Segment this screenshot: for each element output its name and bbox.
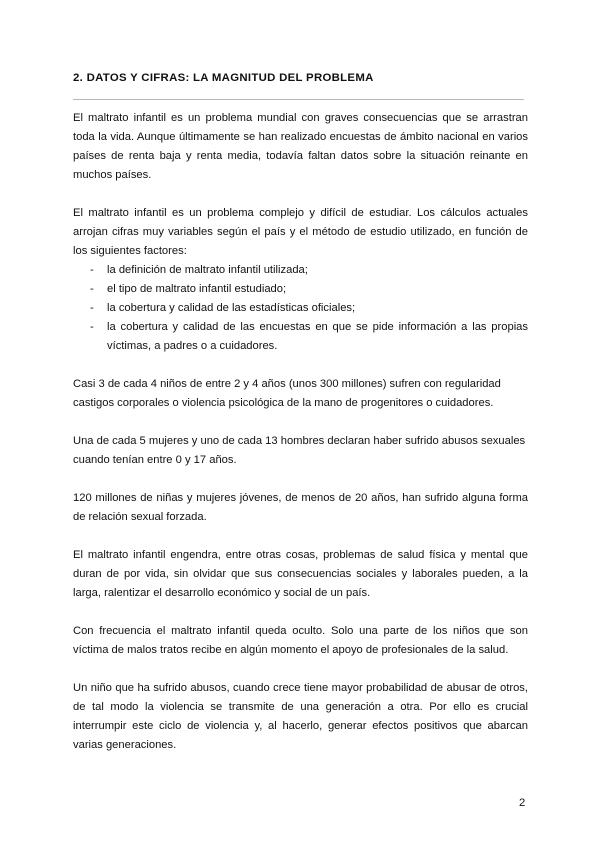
paragraph-sexual-abuse: Una de cada 5 mujeres y uno de cada 13 hombres declaran haber sufrido abusos sexuales cuando tenían entre 0 y 17 años. [73, 435, 526, 466]
section-body [73, 109, 528, 774]
paragraph-intro: El maltrato infantil es un problema mundial con graves consecuencias que se arrastran toda la vida. Aunque últimamente se han realizado encuestas de ámbito nacional en varios países de renta baja y renta media, todavía faltan datos sobre la situación reinante en muchos países. [73, 112, 528, 181]
page-number: 2 [519, 797, 526, 809]
paragraph-forced-sex: 120 millones de niñas y mujeres jóvenes, de menos de 20 años, han sufrido alguna forma de relación sexual forzada. [73, 492, 528, 523]
list-bullet: - [90, 264, 94, 276]
factors-list [73, 261, 528, 356]
list-item: - la cobertura y calidad de las encuestas en que se pide información a las propias víctimas, a padres o a cuidadores. [73, 318, 528, 356]
paragraph-cycle-of-violence: Un niño que ha sufrido abusos, cuando crece tiene mayor probabilidad de abusar de otros, de tal modo la violencia se transmite de una generación a otra. Por ello es crucial interrumpir este ciclo de violencia y, al hacerlo, generar efectos positivos que abarcan varias generaciones. [73, 682, 528, 751]
paragraph-hidden-abuse: Con frecuencia el maltrato infantil queda oculto. Solo una parte de los niños que son víctima de malos tratos recibe en algún momento el apoyo de profesionales de la salud. [73, 625, 528, 656]
list-item: - la cobertura y calidad de las estadísticas oficiales; [73, 299, 528, 318]
list-bullet: - [90, 321, 94, 333]
paragraph-complexity: El maltrato infantil es un problema complejo y difícil de estudiar. Los cálculos actuales arrojan cifras muy variables según el país y el método de estudio utilizado, en función de los siguientes factores: [73, 207, 528, 257]
paragraph-corporal-punishment: Casi 3 de cada 4 niños de entre 2 y 4 años (unos 300 millones) sufren con regularidad castigos corporales o violencia psicológica de la mano de progenitores o cuidadores. [73, 378, 501, 409]
section-heading: 2. DATOS Y CIFRAS: LA MAGNITUD DEL PROBLEMA [73, 72, 374, 84]
list-item: - la definición de maltrato infantil utilizada; [73, 261, 528, 280]
heading-divider [73, 99, 524, 100]
list-bullet: - [90, 283, 94, 295]
list-item: - el tipo de maltrato infantil estudiado; [73, 280, 528, 299]
paragraph-consequences: El maltrato infantil engendra, entre otras cosas, problemas de salud física y mental que duran de por vida, sin olvidar que sus consecuencias sociales y laborales pueden, a la larga, ralentizar el desarrollo económico y social de un país. [73, 549, 528, 599]
list-bullet: - [90, 302, 94, 314]
